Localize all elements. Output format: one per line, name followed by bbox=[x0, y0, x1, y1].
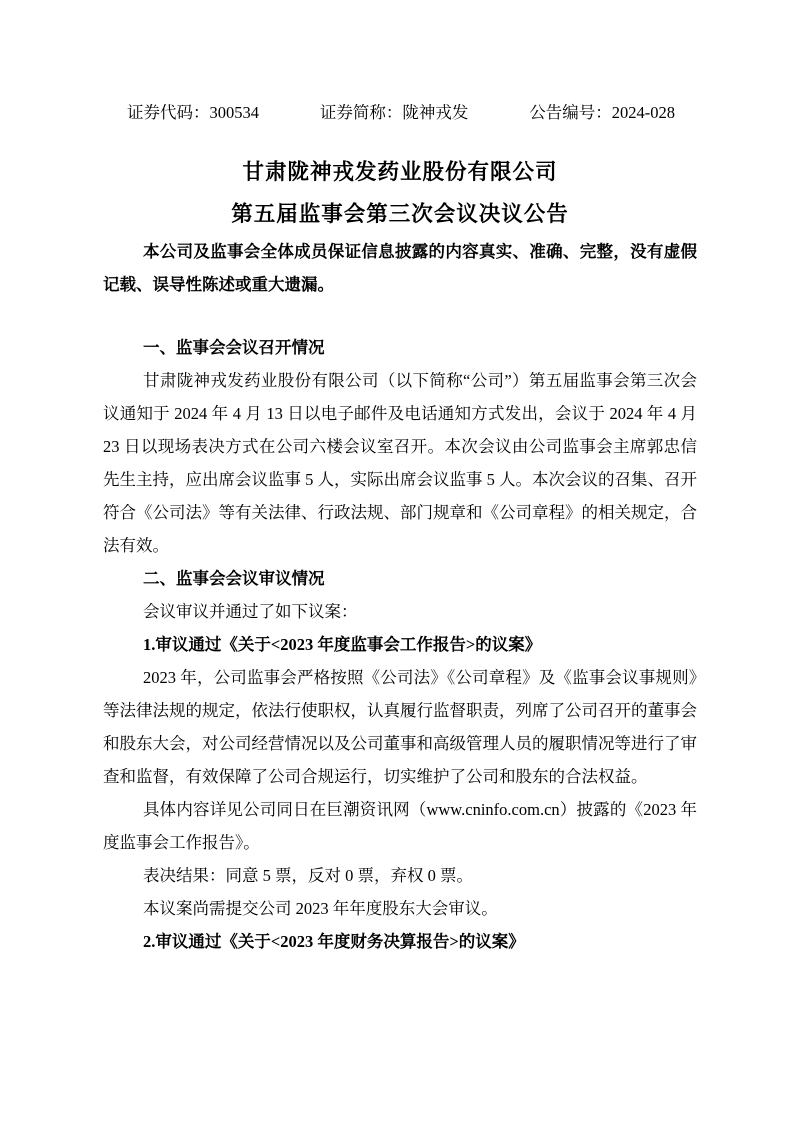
proposal1-paragraph2: 具体内容详见公司同日在巨潮资讯网（www.cninfo.com.cn）披露的《2023 年度监事会工作报告》。 bbox=[103, 800, 697, 852]
section2-intro: 会议审议并通过了如下议案： bbox=[143, 602, 358, 621]
section1-paragraph: 甘肃陇神戎发药业股份有限公司（以下简称“公司”）第五届监事会第三次会议通知于 2024 年 4 月 13 日以电子邮件及电话通知方式发出，会议于 2024 年 4 月 23 日以现场表决方式在公司六楼会议室召开。本次会议由公司监事会主席郭忠信先生主持，应出席会议监事 5 人，实际出席会议监事 5 人。本次会议的召集、召开符合《公司法》等有关法律、行政法规、部门规章和《公司章程》的相关规定，合法有效。 bbox=[103, 371, 697, 555]
securities-info-header bbox=[103, 103, 697, 123]
proposal2-title: 2.审议通过《关于<2023 年度财务决算报告>的议案》 bbox=[143, 932, 525, 951]
document-title bbox=[103, 151, 697, 235]
meeting-resolution-title: 第五届监事会第三次会议决议公告 bbox=[231, 202, 569, 226]
announcement-number: 公告编号：2024-028 bbox=[529, 103, 675, 122]
proposal1-title: 1.审议通过《关于<2023 年度监事会工作报告>的议案》 bbox=[143, 635, 542, 654]
proposal1-vote-result: 表决结果：同意 5 票，反对 0 票，弃权 0 票。 bbox=[143, 866, 473, 885]
proposal1-note: 本议案尚需提交公司 2023 年年度股东大会审议。 bbox=[143, 899, 498, 918]
document-body bbox=[103, 331, 697, 958]
section1-heading: 一、监事会会议召开情况 bbox=[143, 338, 325, 357]
stock-short-name: 证券简称：陇神戎发 bbox=[319, 103, 469, 122]
truthfulness-statement: 本公司及监事会全体成员保证信息披露的内容真实、准确、完整，没有虚假记载、误导性陈述或重大遗漏。 bbox=[103, 242, 697, 294]
company-name-title: 甘肃陇神戎发药业股份有限公司 bbox=[242, 160, 558, 184]
page-content bbox=[103, 103, 697, 958]
stock-code: 证券代码：300534 bbox=[127, 103, 259, 122]
section2-heading: 二、监事会会议审议情况 bbox=[143, 569, 325, 588]
proposal1-paragraph1: 2023 年，公司监事会严格按照《公司法》《公司章程》及《监事会议事规则》等法律法规的规定，依法行使职权，认真履行监督职责，列席了公司召开的董事会和股东大会，对公司经营情况以及公司董事和高级管理人员的履职情况等进行了审查和监督，有效保障了公司合规运行，切实维护了公司和股东的合法权益。 bbox=[103, 668, 697, 786]
